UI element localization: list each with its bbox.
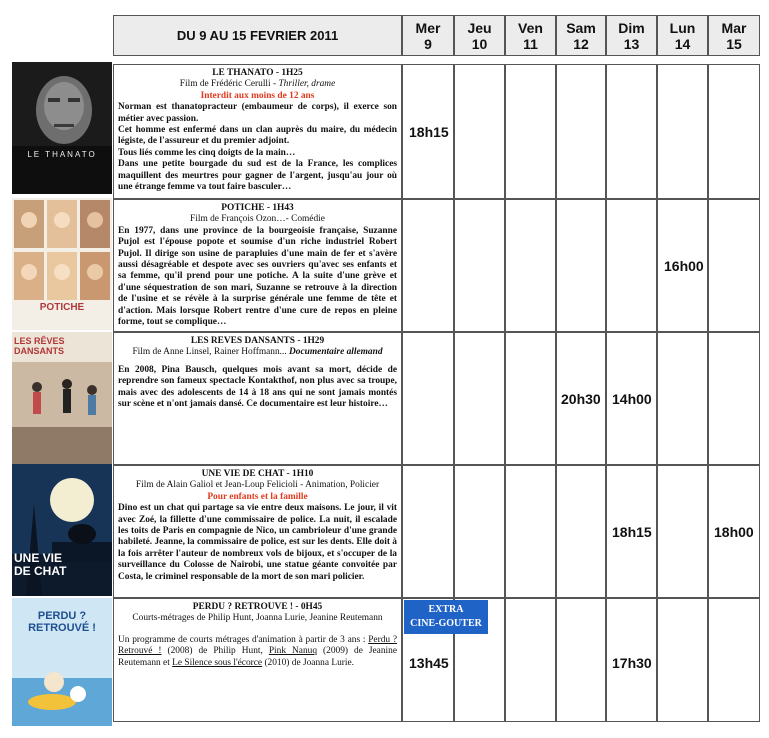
- badge-line: CINE-GOUTER: [410, 618, 482, 629]
- short-film-info: (2008) de Philip Hunt,: [161, 646, 269, 657]
- film-description-potiche: [113, 199, 402, 332]
- schedule-cell: [708, 199, 760, 332]
- schedule-cell: [505, 332, 556, 465]
- film-description-le-thanato: [113, 64, 402, 199]
- schedule-cell: [402, 332, 454, 465]
- showtime-les-reves-dansants-sam: 20h30: [561, 391, 601, 407]
- extra-cine-gouter-badge: [404, 600, 488, 634]
- schedule-cell: [556, 465, 606, 598]
- schedule-cell: [657, 332, 708, 465]
- day-name: Lun: [669, 20, 696, 36]
- day-number: 10: [471, 36, 488, 52]
- genre-text: Documentaire allemand: [289, 347, 383, 358]
- schedule-cell: [454, 465, 505, 598]
- film-title: PERDU ? RETROUVE ! - 0H45: [192, 602, 323, 612]
- film-credit: Film de François Ozon…- Comédie: [190, 214, 325, 225]
- day-name: Sam: [566, 20, 596, 36]
- poster-les-reves-dansants: [12, 332, 112, 464]
- film-credit: [118, 79, 397, 90]
- age-warning: Interdit aux moins de 12 ans: [200, 90, 315, 101]
- poster-title: UNE VIE DE CHAT: [14, 551, 67, 578]
- schedule-cell: [708, 64, 760, 199]
- short-film-title: Le Silence sous l'écorce: [172, 657, 263, 668]
- day-number: 15: [726, 36, 742, 52]
- film-synopsis: Dino est un chat qui partage sa vie entre deux maisons. Le jour, il vit avec Zoé, la fillette d'une commissaire de police. La nuit, il escalade les toits de Paris en compagnie de Nico, un cambrioleur d'une grande habileté. Jeanne, la commissaire de police, est sur les dents. Elle doit à la fois arrêter l'auteur de nombreux vols de bijoux, et s'occuper de la surveillance du Colosse de Nairobi, une statue géante convoitée par Costa, le criminel responsable de la mort de son mari policier.: [118, 503, 397, 582]
- day-name: Jeu: [467, 20, 492, 36]
- film-credit: Film de Alain Galiol et Jean-Loup Felicioli - Animation, Policier: [135, 480, 380, 491]
- showtime-les-reves-dansants-dim: 14h00: [612, 391, 652, 407]
- schedule-cell: [402, 465, 454, 598]
- day-header-mar: [708, 15, 760, 56]
- day-name: Mer: [415, 20, 441, 36]
- showtime-le-thanato-mer: 18h15: [409, 124, 449, 140]
- film-title: LE THANATO - 1H25: [212, 68, 303, 78]
- schedule-cell: [657, 465, 708, 598]
- showtime-potiche-lun: 16h00: [664, 258, 704, 274]
- schedule-cell: [505, 598, 556, 722]
- poster-perdu-retrouve: [12, 598, 112, 726]
- schedule-cell: [657, 64, 708, 199]
- film-synopsis: En 1977, dans une province de la bourgeoisie française, Suzanne Pujol est l'épouse popote et soumise d'un riche industriel Robert Pujol. Il dirige son usine de parapluies d'une main de fer et s'avère aussi désagréable et despote avec ses ouvriers qu'avec ses enfants et sa femme, qu'il prend pour une potiche. A la suite d'une grève et d'une séquestration de son mari, Suzanne se retrouve à la direction de l'usine et se révèle à la surprise générale une femme de tête et d'action. Mais lorsque Robert rentre d'une cure de repos en pleine forme, tout se complique…: [118, 225, 397, 328]
- poster-le-thanato: [12, 62, 112, 194]
- film-synopsis: [118, 635, 397, 669]
- schedule-cell: [505, 64, 556, 199]
- day-number: 13: [623, 36, 640, 52]
- film-credit: [118, 347, 397, 358]
- day-number: 11: [523, 36, 538, 52]
- short-film-info: (2009) de Jeanine Reutemann et: [118, 646, 397, 668]
- schedule-cell: [606, 64, 657, 199]
- day-header-ven: [505, 15, 556, 56]
- film-title: LES REVES DANSANTS - 1H29: [190, 336, 325, 346]
- showtime-perdu-retrouve-mer: 13h45: [409, 655, 449, 671]
- badge-line: EXTRA: [428, 604, 464, 615]
- audience-note: Pour enfants et la famille: [207, 491, 308, 502]
- schedule-cell: [556, 64, 606, 199]
- poster-title: POTICHE: [39, 302, 85, 313]
- showtime-une-vie-de-chat-mar: 18h00: [714, 524, 754, 540]
- poster-potiche: [12, 198, 112, 330]
- day-header-sam: [556, 15, 606, 56]
- schedule-cell: [505, 465, 556, 598]
- film-credit: Courts-métrages de Philip Hunt, Joanna Lurie, Jeanine Reutemann: [132, 613, 383, 624]
- schedule-cell: [708, 598, 760, 722]
- poster-title: PERDU ? RETROUVÉ !: [28, 610, 96, 634]
- day-number: 12: [573, 36, 589, 52]
- credit-text: Film de Frédéric Cerulli -: [179, 79, 279, 90]
- poster-title: LE THANATO: [27, 150, 97, 159]
- film-synopsis: Norman est thanatopracteur (embaumeur de corps), il exerce son métier avec passion. Cet homme est enfermé dans un clan auprès du maire, du médecin légiste, de l'assureur et du premier adjoint. Tous liés comme les cinq doigts de la main… Dans une petite bourgade du sud est de la France, les complices maquillent des meurtres pour gagner de l'argent, jusqu'au jour où une étrange femme va tout faire basculer…: [118, 102, 397, 193]
- short-film-title: Pink Nanuq: [268, 646, 318, 657]
- day-header-lun: [657, 15, 708, 56]
- day-header-dim: [606, 15, 657, 56]
- schedule-cell: [505, 199, 556, 332]
- poster-title: LES RÊVES DANSANTS: [14, 336, 65, 356]
- day-number: 14: [674, 36, 691, 52]
- film-description-les-reves-dansants: [113, 332, 402, 465]
- schedule-cell: [556, 598, 606, 722]
- short-film-title: Perdu ? Retrouvé !: [118, 634, 397, 657]
- schedule-cell: [454, 332, 505, 465]
- poster-une-vie-de-chat: [12, 464, 112, 596]
- schedule-cell: [657, 598, 708, 722]
- schedule-cell: [708, 332, 760, 465]
- film-title: UNE VIE DE CHAT - 1H10: [201, 469, 314, 479]
- schedule-cell: [454, 199, 505, 332]
- schedule-cell: [606, 199, 657, 332]
- day-name: Dim: [618, 20, 645, 36]
- day-name: Mar: [721, 20, 747, 36]
- schedule-cell: [454, 64, 505, 199]
- schedule-cell: [556, 199, 606, 332]
- day-header-mer: [402, 15, 454, 56]
- showtime-perdu-retrouve-dim: 17h30: [612, 655, 652, 671]
- credit-text: Film de Anne Linsel, Rainer Hoffmann...: [132, 347, 290, 358]
- synopsis-intro: Un programme de courts métrages d'animation à partir de 3 ans :: [118, 634, 369, 645]
- day-header-jeu: [454, 15, 505, 56]
- film-title: POTICHE - 1H43: [221, 203, 294, 213]
- film-description-une-vie-de-chat: [113, 465, 402, 598]
- genre-text: Thriller, drame: [278, 79, 336, 90]
- day-name: Ven: [518, 20, 543, 36]
- film-synopsis: En 2008, Pina Bausch, quelques mois avant sa mort, décide de reprendre son fameux spectacle Kontakthof, non plus avec sa troupe, mais avec des adolescents de 14 à 18 ans qui ne sont jamais montés sur scène et n'ont jamais dansé. Ce documentaire est leur histoire…: [118, 364, 397, 410]
- showtime-une-vie-de-chat-dim: 18h15: [612, 524, 652, 540]
- film-description-perdu-retrouve: [113, 598, 402, 722]
- period-title: DU 9 AU 15 FEVRIER 2011: [113, 15, 402, 56]
- schedule-cell: [402, 199, 454, 332]
- short-film-info: (2010) de Joanna Lurie.: [262, 657, 354, 668]
- day-number: 9: [424, 36, 432, 52]
